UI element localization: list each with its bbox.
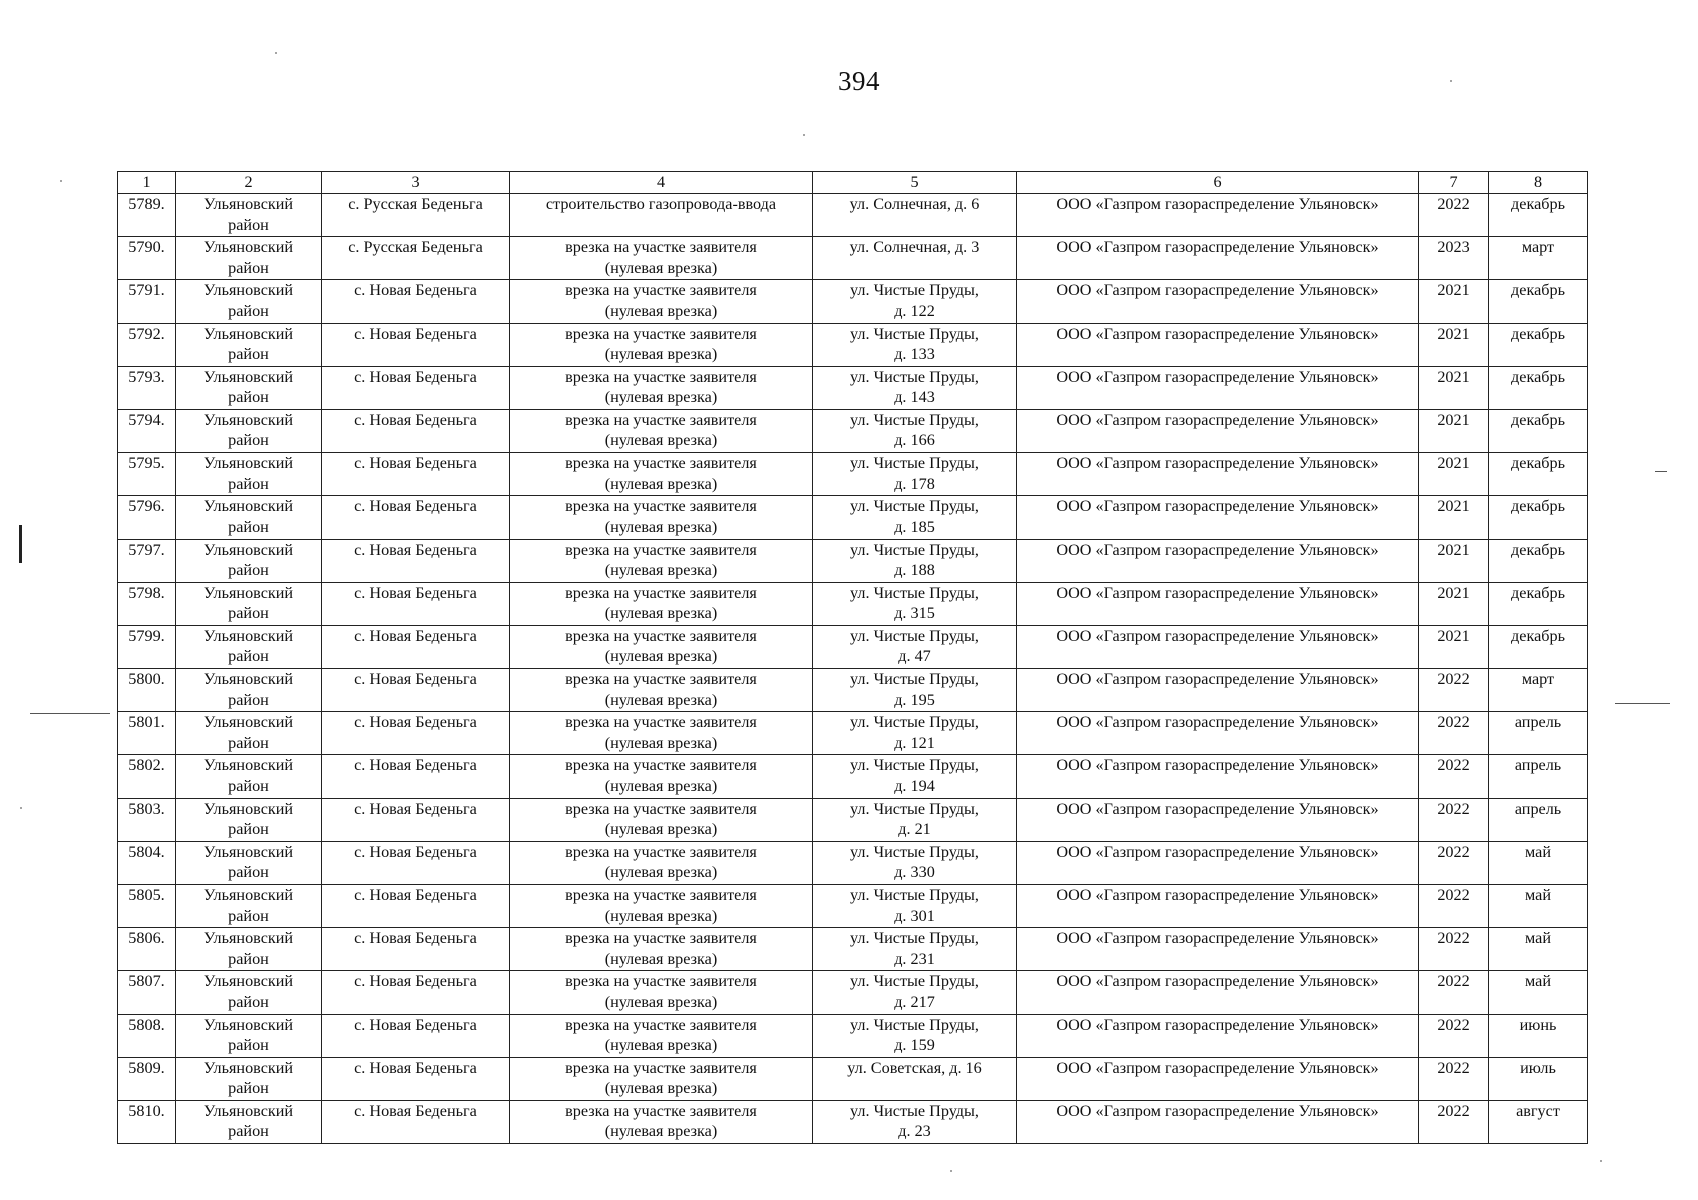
work-type-cell: строительство газопровода-ввода [510, 194, 813, 237]
settlement-cell: с. Новая Беденьга [322, 453, 510, 496]
settlement-cell: с. Новая Беденьга [322, 539, 510, 582]
district-cell: Ульяновский район [176, 712, 322, 755]
address-cell: ул. Чистые Пруды, д. 166 [813, 409, 1017, 452]
scan-speck [20, 807, 22, 809]
year-cell: 2021 [1419, 280, 1489, 323]
address-cell: ул. Чистые Пруды, д. 185 [813, 496, 1017, 539]
district-cell: Ульяновский район [176, 539, 322, 582]
organization-cell: ООО «Газпром газораспределение Ульяновск» [1017, 409, 1419, 452]
address-cell: ул. Чистые Пруды, д. 159 [813, 1014, 1017, 1057]
district-cell: Ульяновский район [176, 1100, 322, 1143]
row-number: 5801. [118, 712, 176, 755]
column-header: 6 [1017, 172, 1419, 194]
organization-cell: ООО «Газпром газораспределение Ульяновск» [1017, 453, 1419, 496]
settlement-cell: с. Новая Беденьга [322, 496, 510, 539]
month-cell: июль [1489, 1057, 1588, 1100]
scan-mark [1615, 703, 1670, 704]
month-cell: май [1489, 841, 1588, 884]
work-type-cell: врезка на участке заявителя (нулевая врезка) [510, 1057, 813, 1100]
table-row [118, 928, 1588, 971]
month-cell: март [1489, 237, 1588, 280]
settlement-cell: с. Новая Беденьга [322, 323, 510, 366]
column-header: 3 [322, 172, 510, 194]
document-table [117, 171, 1588, 1144]
row-number: 5791. [118, 280, 176, 323]
table-row [118, 323, 1588, 366]
address-cell: ул. Чистые Пруды, д. 23 [813, 1100, 1017, 1143]
page-number: 394 [838, 66, 880, 96]
settlement-cell: с. Новая Беденьга [322, 366, 510, 409]
organization-cell: ООО «Газпром газораспределение Ульяновск» [1017, 928, 1419, 971]
month-cell: декабрь [1489, 582, 1588, 625]
settlement-cell: с. Новая Беденьга [322, 798, 510, 841]
settlement-cell: с. Новая Беденьга [322, 755, 510, 798]
work-type-cell: врезка на участке заявителя (нулевая врезка) [510, 366, 813, 409]
settlement-cell: с. Новая Беденьга [322, 582, 510, 625]
table-row [118, 798, 1588, 841]
row-number: 5790. [118, 237, 176, 280]
table-row [118, 539, 1588, 582]
district-cell: Ульяновский район [176, 841, 322, 884]
address-cell: ул. Солнечная, д. 6 [813, 194, 1017, 237]
table-row [118, 280, 1588, 323]
district-cell: Ульяновский район [176, 323, 322, 366]
settlement-cell: с. Новая Беденьга [322, 885, 510, 928]
row-number: 5789. [118, 194, 176, 237]
settlement-cell: с. Русская Беденьга [322, 194, 510, 237]
year-cell: 2022 [1419, 194, 1489, 237]
table-row [118, 841, 1588, 884]
address-cell: ул. Чистые Пруды, д. 121 [813, 712, 1017, 755]
organization-cell: ООО «Газпром газораспределение Ульяновск» [1017, 755, 1419, 798]
work-type-cell: врезка на участке заявителя (нулевая врезка) [510, 539, 813, 582]
settlement-cell: с. Новая Беденьга [322, 971, 510, 1014]
month-cell: декабрь [1489, 366, 1588, 409]
table-row [118, 1100, 1588, 1143]
organization-cell: ООО «Газпром газораспределение Ульяновск» [1017, 971, 1419, 1014]
month-cell: декабрь [1489, 194, 1588, 237]
header-row [118, 172, 1588, 194]
organization-cell: ООО «Газпром газораспределение Ульяновск» [1017, 496, 1419, 539]
row-number: 5798. [118, 582, 176, 625]
work-type-cell: врезка на участке заявителя (нулевая врезка) [510, 582, 813, 625]
row-number: 5800. [118, 669, 176, 712]
address-cell: ул. Чистые Пруды, д. 21 [813, 798, 1017, 841]
year-cell: 2021 [1419, 582, 1489, 625]
column-header: 5 [813, 172, 1017, 194]
year-cell: 2022 [1419, 1100, 1489, 1143]
scan-mark [1655, 471, 1667, 472]
work-type-cell: врезка на участке заявителя (нулевая врезка) [510, 971, 813, 1014]
year-cell: 2021 [1419, 323, 1489, 366]
table-row [118, 712, 1588, 755]
work-type-cell: врезка на участке заявителя (нулевая врезка) [510, 625, 813, 668]
table-row [118, 971, 1588, 1014]
work-type-cell: врезка на участке заявителя (нулевая врезка) [510, 323, 813, 366]
district-cell: Ульяновский район [176, 928, 322, 971]
address-cell: ул. Чистые Пруды, д. 217 [813, 971, 1017, 1014]
row-number: 5795. [118, 453, 176, 496]
scan-speck [1600, 1160, 1602, 1162]
table-row [118, 885, 1588, 928]
row-number: 5796. [118, 496, 176, 539]
settlement-cell: с. Новая Беденьга [322, 669, 510, 712]
table-row [118, 409, 1588, 452]
organization-cell: ООО «Газпром газораспределение Ульяновск» [1017, 237, 1419, 280]
district-cell: Ульяновский район [176, 1014, 322, 1057]
settlement-cell: с. Новая Беденьга [322, 409, 510, 452]
scan-speck [275, 52, 277, 54]
month-cell: май [1489, 885, 1588, 928]
address-cell: ул. Чистые Пруды, д. 178 [813, 453, 1017, 496]
address-cell: ул. Чистые Пруды, д. 122 [813, 280, 1017, 323]
district-cell: Ульяновский район [176, 885, 322, 928]
address-cell: ул. Чистые Пруды, д. 315 [813, 582, 1017, 625]
organization-cell: ООО «Газпром газораспределение Ульяновск» [1017, 539, 1419, 582]
settlement-cell: с. Новая Беденьга [322, 625, 510, 668]
month-cell: декабрь [1489, 496, 1588, 539]
organization-cell: ООО «Газпром газораспределение Ульяновск» [1017, 366, 1419, 409]
organization-cell: ООО «Газпром газораспределение Ульяновск» [1017, 841, 1419, 884]
table-row [118, 582, 1588, 625]
settlement-cell: с. Новая Беденьга [322, 280, 510, 323]
month-cell: декабрь [1489, 453, 1588, 496]
table-row [118, 366, 1588, 409]
row-number: 5805. [118, 885, 176, 928]
year-cell: 2022 [1419, 712, 1489, 755]
address-cell: ул. Чистые Пруды, д. 194 [813, 755, 1017, 798]
table-row [118, 1014, 1588, 1057]
row-number: 5799. [118, 625, 176, 668]
organization-cell: ООО «Газпром газораспределение Ульяновск» [1017, 1014, 1419, 1057]
year-cell: 2022 [1419, 1057, 1489, 1100]
row-number: 5802. [118, 755, 176, 798]
organization-cell: ООО «Газпром газораспределение Ульяновск» [1017, 1057, 1419, 1100]
work-type-cell: врезка на участке заявителя (нулевая врезка) [510, 669, 813, 712]
district-cell: Ульяновский район [176, 280, 322, 323]
month-cell: март [1489, 669, 1588, 712]
work-type-cell: врезка на участке заявителя (нулевая врезка) [510, 928, 813, 971]
settlement-cell: с. Новая Беденьга [322, 928, 510, 971]
work-type-cell: врезка на участке заявителя (нулевая врезка) [510, 409, 813, 452]
row-number: 5809. [118, 1057, 176, 1100]
district-cell: Ульяновский район [176, 971, 322, 1014]
settlement-cell: с. Новая Беденьга [322, 841, 510, 884]
year-cell: 2021 [1419, 366, 1489, 409]
column-header: 7 [1419, 172, 1489, 194]
organization-cell: ООО «Газпром газораспределение Ульяновск» [1017, 625, 1419, 668]
address-cell: ул. Советская, д. 16 [813, 1057, 1017, 1100]
year-cell: 2021 [1419, 453, 1489, 496]
year-cell: 2022 [1419, 669, 1489, 712]
scan-speck [60, 180, 62, 182]
row-number: 5806. [118, 928, 176, 971]
row-number: 5797. [118, 539, 176, 582]
year-cell: 2022 [1419, 885, 1489, 928]
row-number: 5803. [118, 798, 176, 841]
scan-speck [950, 1170, 952, 1172]
work-type-cell: врезка на участке заявителя (нулевая врезка) [510, 237, 813, 280]
address-cell: ул. Солнечная, д. 3 [813, 237, 1017, 280]
table-row [118, 453, 1588, 496]
table-row [118, 625, 1588, 668]
month-cell: апрель [1489, 798, 1588, 841]
organization-cell: ООО «Газпром газораспределение Ульяновск» [1017, 885, 1419, 928]
district-cell: Ульяновский район [176, 1057, 322, 1100]
table-body [118, 194, 1588, 1144]
settlement-cell: с. Новая Беденьга [322, 1057, 510, 1100]
district-cell: Ульяновский район [176, 409, 322, 452]
district-cell: Ульяновский район [176, 755, 322, 798]
year-cell: 2021 [1419, 496, 1489, 539]
district-cell: Ульяновский район [176, 625, 322, 668]
address-cell: ул. Чистые Пруды, д. 301 [813, 885, 1017, 928]
table-row [118, 669, 1588, 712]
address-cell: ул. Чистые Пруды, д. 231 [813, 928, 1017, 971]
year-cell: 2022 [1419, 755, 1489, 798]
row-number: 5808. [118, 1014, 176, 1057]
scan-mark [30, 713, 110, 714]
work-type-cell: врезка на участке заявителя (нулевая врезка) [510, 798, 813, 841]
district-cell: Ульяновский район [176, 194, 322, 237]
column-header: 2 [176, 172, 322, 194]
column-header: 1 [118, 172, 176, 194]
year-cell: 2021 [1419, 409, 1489, 452]
address-cell: ул. Чистые Пруды, д. 195 [813, 669, 1017, 712]
table-row [118, 194, 1588, 237]
organization-cell: ООО «Газпром газораспределение Ульяновск» [1017, 712, 1419, 755]
month-cell: август [1489, 1100, 1588, 1143]
settlement-cell: с. Русская Беденьга [322, 237, 510, 280]
organization-cell: ООО «Газпром газораспределение Ульяновск» [1017, 582, 1419, 625]
work-type-cell: врезка на участке заявителя (нулевая врезка) [510, 1014, 813, 1057]
month-cell: май [1489, 971, 1588, 1014]
table-row [118, 755, 1588, 798]
month-cell: июнь [1489, 1014, 1588, 1057]
organization-cell: ООО «Газпром газораспределение Ульяновск» [1017, 194, 1419, 237]
row-number: 5810. [118, 1100, 176, 1143]
work-type-cell: врезка на участке заявителя (нулевая врезка) [510, 885, 813, 928]
settlement-cell: с. Новая Беденьга [322, 712, 510, 755]
year-cell: 2022 [1419, 841, 1489, 884]
settlement-cell: с. Новая Беденьга [322, 1100, 510, 1143]
district-cell: Ульяновский район [176, 669, 322, 712]
year-cell: 2022 [1419, 928, 1489, 971]
row-number: 5792. [118, 323, 176, 366]
address-cell: ул. Чистые Пруды, д. 143 [813, 366, 1017, 409]
year-cell: 2021 [1419, 539, 1489, 582]
scan-mark [19, 525, 22, 563]
scan-speck [1450, 80, 1452, 82]
organization-cell: ООО «Газпром газораспределение Ульяновск» [1017, 323, 1419, 366]
work-type-cell: врезка на участке заявителя (нулевая врезка) [510, 841, 813, 884]
work-type-cell: врезка на участке заявителя (нулевая врезка) [510, 453, 813, 496]
district-cell: Ульяновский район [176, 453, 322, 496]
address-cell: ул. Чистые Пруды, д. 188 [813, 539, 1017, 582]
year-cell: 2022 [1419, 798, 1489, 841]
table-row [118, 237, 1588, 280]
row-number: 5793. [118, 366, 176, 409]
organization-cell: ООО «Газпром газораспределение Ульяновск» [1017, 1100, 1419, 1143]
address-cell: ул. Чистые Пруды, д. 47 [813, 625, 1017, 668]
month-cell: декабрь [1489, 539, 1588, 582]
district-cell: Ульяновский район [176, 237, 322, 280]
year-cell: 2022 [1419, 971, 1489, 1014]
scan-speck [803, 134, 805, 136]
month-cell: май [1489, 928, 1588, 971]
year-cell: 2021 [1419, 625, 1489, 668]
organization-cell: ООО «Газпром газораспределение Ульяновск» [1017, 280, 1419, 323]
district-cell: Ульяновский район [176, 798, 322, 841]
district-cell: Ульяновский район [176, 366, 322, 409]
month-cell: апрель [1489, 755, 1588, 798]
month-cell: декабрь [1489, 409, 1588, 452]
work-type-cell: врезка на участке заявителя (нулевая врезка) [510, 755, 813, 798]
work-type-cell: врезка на участке заявителя (нулевая врезка) [510, 280, 813, 323]
year-cell: 2022 [1419, 1014, 1489, 1057]
month-cell: декабрь [1489, 280, 1588, 323]
work-type-cell: врезка на участке заявителя (нулевая врезка) [510, 712, 813, 755]
row-number: 5807. [118, 971, 176, 1014]
column-header: 4 [510, 172, 813, 194]
row-number: 5804. [118, 841, 176, 884]
district-cell: Ульяновский район [176, 582, 322, 625]
settlement-cell: с. Новая Беденьга [322, 1014, 510, 1057]
district-cell: Ульяновский район [176, 496, 322, 539]
table-row [118, 496, 1588, 539]
column-header: 8 [1489, 172, 1588, 194]
address-cell: ул. Чистые Пруды, д. 133 [813, 323, 1017, 366]
address-cell: ул. Чистые Пруды, д. 330 [813, 841, 1017, 884]
month-cell: декабрь [1489, 625, 1588, 668]
work-type-cell: врезка на участке заявителя (нулевая врезка) [510, 496, 813, 539]
organization-cell: ООО «Газпром газораспределение Ульяновск» [1017, 669, 1419, 712]
organization-cell: ООО «Газпром газораспределение Ульяновск» [1017, 798, 1419, 841]
table-row [118, 1057, 1588, 1100]
row-number: 5794. [118, 409, 176, 452]
year-cell: 2023 [1419, 237, 1489, 280]
month-cell: декабрь [1489, 323, 1588, 366]
month-cell: апрель [1489, 712, 1588, 755]
work-type-cell: врезка на участке заявителя (нулевая врезка) [510, 1100, 813, 1143]
